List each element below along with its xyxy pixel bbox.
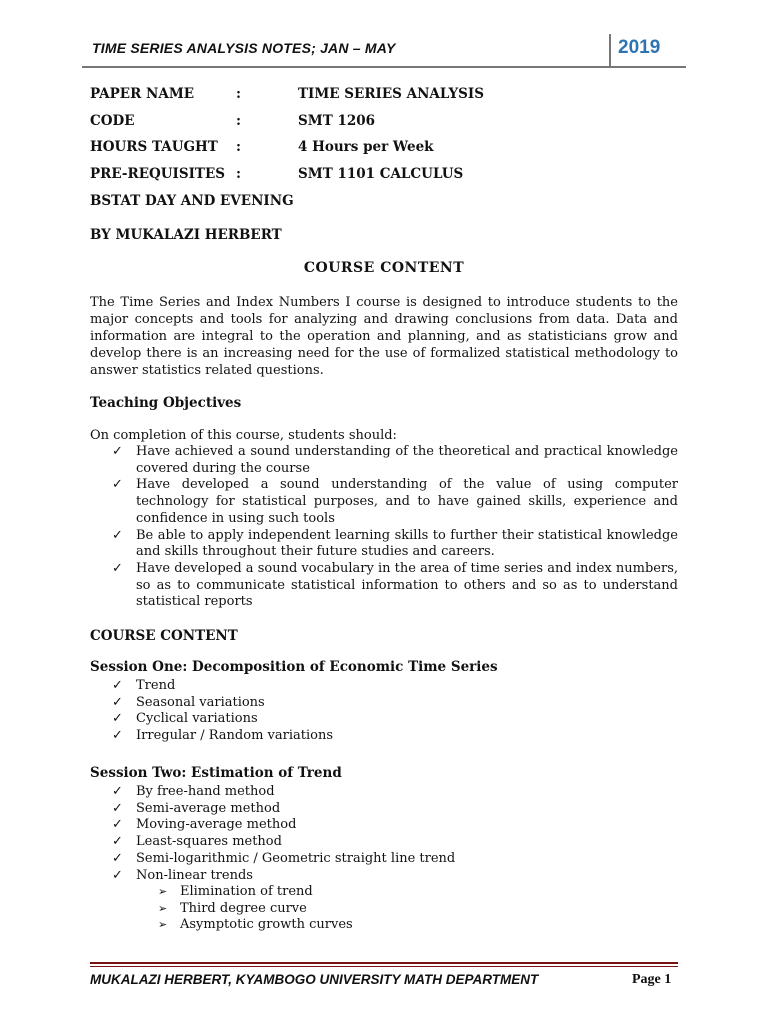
course-content-title: COURSE CONTENT (303, 260, 465, 276)
info-value: TIME SERIES ANALYSIS (298, 86, 484, 102)
info-value: 4 Hours per Week (298, 139, 434, 155)
header-rule (82, 66, 686, 68)
arrow-bullet-icon: ➢ (158, 885, 168, 898)
info-key: HOURS TAUGHT (90, 139, 218, 155)
list-item: ➢ Third degree curve (158, 900, 307, 916)
footer-rule-thick (90, 962, 678, 964)
header-divider-vertical (609, 34, 611, 68)
check-icon: ✓ (112, 850, 123, 866)
header-year: 2019 (618, 37, 661, 58)
session-one-list (90, 678, 678, 745)
list-item: ✓ Seasonal variations (112, 694, 265, 710)
arrow-bullet-icon: ➢ (158, 918, 168, 932)
list-item: ➢ Elimination of trend (158, 884, 313, 899)
check-icon: ✓ (112, 784, 123, 799)
footer-rule-thin (90, 966, 678, 967)
list-item: ✓ Moving-average method (112, 817, 297, 833)
info-value: SMT 1206 (298, 113, 376, 129)
list-item: ➢ Asymptotic growth curves (158, 917, 353, 933)
info-sep: : (236, 139, 241, 155)
arrow-bullet-icon: ➢ (158, 901, 168, 915)
session-one-heading: Session One: Decomposition of Economic Time Series (90, 659, 498, 675)
list-item: ✓ Semi-average method (112, 800, 281, 816)
check-icon: ✓ (112, 817, 123, 833)
footer-author: MUKALAZI HERBERT, KYAMBOGO UNIVERSITY MATH DEPARTMENT (90, 972, 539, 987)
teaching-objectives-heading: Teaching Objectives (90, 395, 242, 411)
list-item: ✓ Trend (112, 678, 176, 693)
session-two-list (90, 784, 678, 884)
list-item: ✓ Have achieved a sound understanding of the theoretical and practical knowledge covered during the course (112, 444, 678, 476)
info-sep: : (236, 113, 241, 129)
check-icon: ✓ (112, 867, 123, 883)
list-item: ✓ Have developed a sound understanding of the value of using computer technology for statistical purposes, and to have gained skills, experience and confidence in using such tools (112, 477, 678, 526)
list-item: ✓ Have developed a sound vocabulary in the area of time series and index numbers, so as to communicate statistical information to others and so as to understand statistical reports (112, 560, 678, 610)
check-icon: ✓ (112, 711, 123, 727)
session-two-heading: Session Two: Estimation of Trend (90, 765, 342, 781)
check-icon: ✓ (112, 560, 123, 576)
author-line: BY MUKALAZI HERBERT (90, 227, 282, 243)
objectives-lead: On completion of this course, students should: (90, 428, 397, 443)
check-icon: ✓ (112, 678, 123, 693)
header-title: TIME SERIES ANALYSIS NOTES; JAN – MAY (92, 40, 396, 56)
info-key: CODE (90, 113, 135, 129)
info-value: SMT 1101 CALCULUS (298, 166, 464, 182)
list-item: ✓ Be able to apply independent learning skills to further their statistical knowledge and skills throughout their future studies and careers. (112, 527, 678, 560)
list-item: ✓ Non-linear trends (112, 867, 253, 883)
non-linear-trends-sublist (90, 884, 678, 934)
program-line: BSTAT DAY AND EVENING (90, 193, 294, 209)
list-item: ✓ Least-squares method (112, 834, 282, 850)
check-icon: ✓ (112, 444, 123, 459)
list-item: ✓ Semi-logarithmic / Geometric straight line trend (112, 850, 456, 866)
objectives-list (90, 444, 678, 611)
check-icon: ✓ (112, 527, 123, 543)
check-icon: ✓ (112, 728, 123, 744)
check-icon: ✓ (112, 477, 123, 493)
info-sep: : (236, 166, 241, 182)
list-item: ✓ Irregular / Random variations (112, 728, 334, 744)
check-icon: ✓ (112, 834, 123, 850)
check-icon: ✓ (112, 694, 123, 710)
list-item: ✓ Cyclical variations (112, 711, 258, 727)
page-number: Page 1 (632, 972, 672, 987)
check-icon: ✓ (112, 800, 123, 816)
info-sep: : (236, 86, 241, 102)
info-key: PAPER NAME (90, 86, 195, 102)
list-item: ✓ By free-hand method (112, 784, 275, 799)
info-key: PRE-REQUISITES (90, 166, 226, 182)
course-content-heading: COURSE CONTENT (90, 628, 238, 644)
intro-paragraph: The Time Series and Index Numbers I course is designed to introduce students to the major concepts and tools for analyzing and drawing conclusions from data. Data and information are integral to the operation and planning, and as statisticians grow and develop there is an increasing need for the use of formalized statistical methodology to answer statistics related questions. (90, 295, 678, 378)
